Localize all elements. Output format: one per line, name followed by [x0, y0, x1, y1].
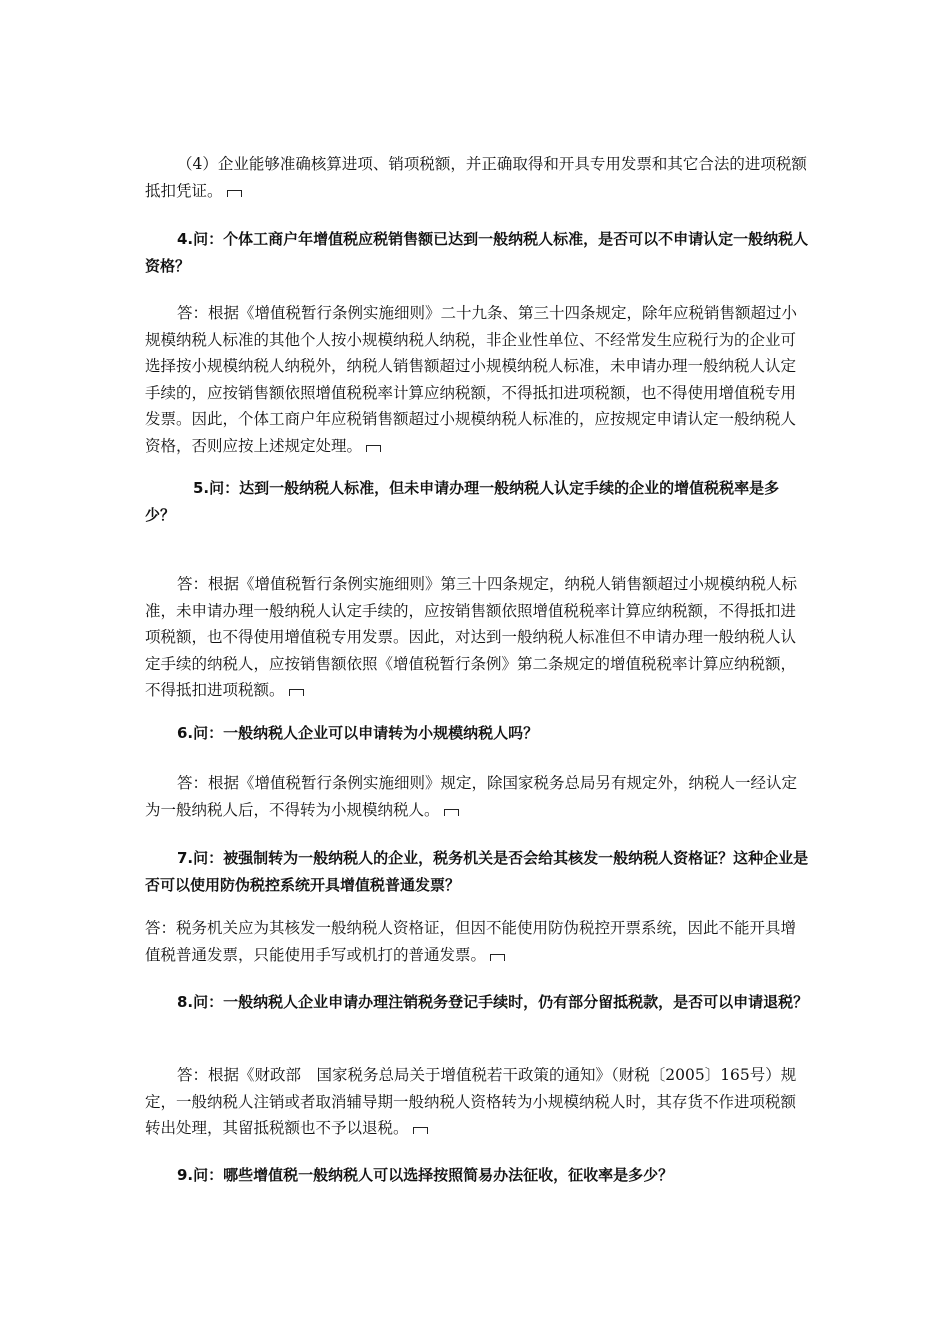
question-text: 5.问：达到一般纳税人标准，但未申请办理一般纳税人认定手续的企业的增值税税率是多少？ — [145, 479, 780, 524]
answer-text: 答：根据《财政部 国家税务总局关于增值税若干政策的通知》（财税〔2005〕165号）规定，一般纳税人注销或者取消辅导期一般纳税人资格转为小规模纳税人时，其存货不作进项税额转出处理，其留抵税额也不予以退税。 — [145, 1066, 797, 1137]
answer-7 — [145, 915, 809, 968]
answer-text: 答：税务机关应为其核发一般纳税人资格证，但因不能使用防伪税控开票系统，因此不能开具增值税普通发票，只能使用手写或机打的普通发票。 — [145, 919, 797, 964]
answer-4 — [145, 300, 809, 459]
paragraph-mark-icon — [413, 1127, 428, 1134]
question-7 — [145, 845, 809, 898]
question-text: 9.问：哪些增值税一般纳税人可以选择按照简易办法征收，征收率是多少？ — [177, 1166, 674, 1184]
question-text: 7.问：被强制转为一般纳税人的企业，税务机关是否会给其核发一般纳税人资格证？这种企业是否可以使用防伪税控系统开具增值税普通发票？ — [145, 849, 809, 894]
paragraph-mark-icon — [444, 809, 459, 816]
question-9 — [145, 1162, 809, 1189]
paragraph-text: （4）企业能够准确核算进项、销项税额，并正确取得和开具专用发票和其它合法的进项税额抵扣凭证。 — [145, 155, 807, 200]
question-text: 8.问：一般纳税人企业申请办理注销税务登记手续时，仍有部分留抵税款，是否可以申请退税？ — [177, 993, 809, 1011]
answer-6 — [145, 770, 809, 823]
answer-5 — [145, 571, 809, 704]
question-5 — [145, 475, 809, 528]
paragraph-condition-4 — [145, 151, 809, 204]
question-6 — [145, 720, 809, 747]
paragraph-mark-icon — [289, 689, 304, 696]
paragraph-mark-icon — [366, 445, 381, 452]
question-text: 4.问：个体工商户年增值税应税销售额已达到一般纳税人标准，是否可以不申请认定一般纳税人资格？ — [145, 230, 809, 275]
answer-text: 答：根据《增值税暂行条例实施细则》二十九条、第三十四条规定，除年应税销售额超过小规模纳税人标准的其他个人按小规模纳税人纳税，非企业性单位、不经常发生应税行为的企业可选择按小规模纳税人纳税外，纳税人销售额超过小规模纳税人标准，未申请办理一般纳税人认定手续的，应按销售额依照增值税税率计算应纳税额，不得抵扣进项税额，也不得使用增值税专用发票。因此，个体工商户年应税销售额超过小规模纳税人标准的，应按规定申请认定一般纳税人资格，否则应按上述规定处理。 — [145, 304, 798, 455]
answer-text: 答：根据《增值税暂行条例实施细则》规定，除国家税务总局另有规定外，纳税人一经认定为一般纳税人后，不得转为小规模纳税人。 — [145, 774, 798, 819]
paragraph-mark-icon — [490, 954, 505, 961]
answer-8 — [145, 1062, 809, 1142]
answer-text: 答：根据《增值税暂行条例实施细则》第三十四条规定，纳税人销售额超过小规模纳税人标准，未申请办理一般纳税人认定手续的，应按销售额依照增值税税率计算应纳税额，不得抵扣进项税额，也不得使用增值税专用发票。因此，对达到一般纳税人标准但不申请办理一般纳税人认定手续的纳税人，应按销售额依照《增值税暂行条例》第二条规定的增值税税率计算应纳税额，不得抵扣进项税额。 — [145, 575, 798, 699]
question-8 — [145, 989, 809, 1016]
question-text: 6.问：一般纳税人企业可以申请转为小规模纳税人吗？ — [177, 724, 539, 742]
question-4 — [145, 226, 809, 279]
paragraph-mark-icon — [227, 190, 242, 197]
